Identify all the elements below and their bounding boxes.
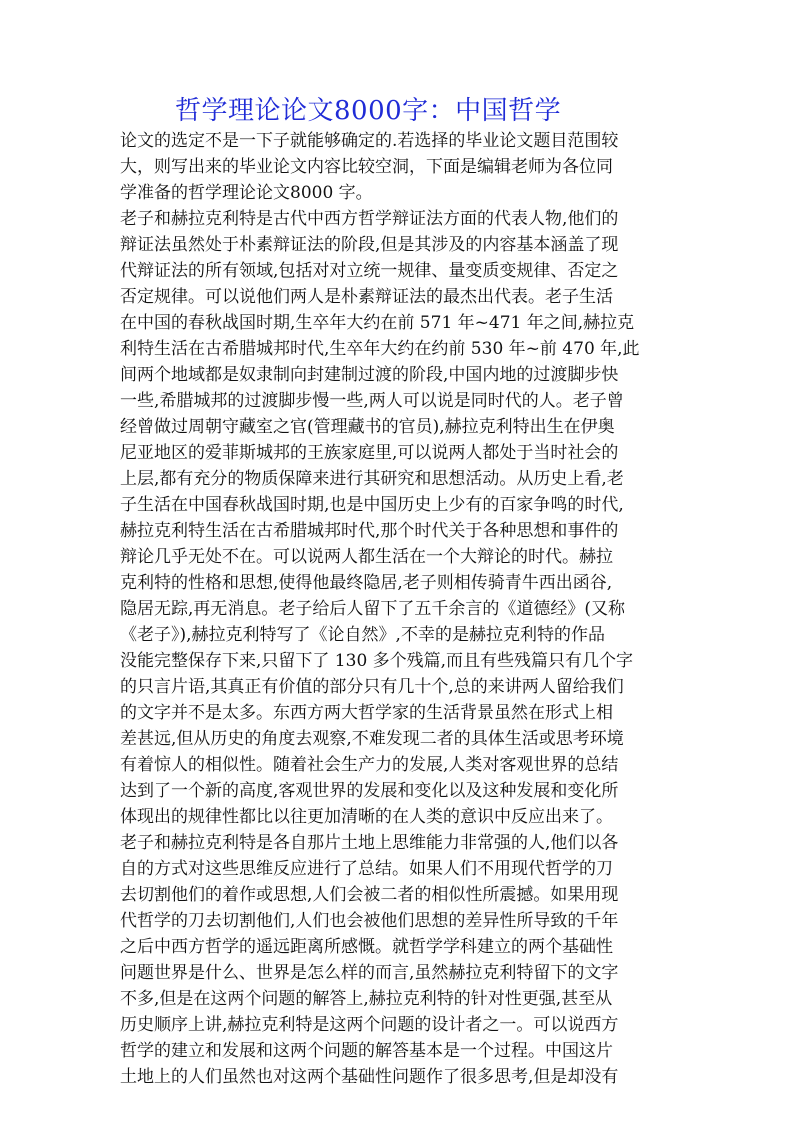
body-line: 历史顺序上讲,赫拉克利特是这两个问题的设计者之一。可以说西方 [120, 1015, 619, 1035]
body-line: 子生活在中国春秋战国时期,也是中国历史上少有的百家争鸣的时代, [120, 495, 624, 515]
body-line: 老子和赫拉克利特是各自那片土地上思维能力非常强的人,他们以各 [120, 833, 619, 853]
document-body [120, 128, 680, 1090]
body-line: 经曾做过周朝守藏室之官(管理藏书的官员),赫拉克利特出生在伊奥 [120, 417, 615, 437]
body-line: 老子和赫拉克利特是古代中西方哲学辩证法方面的代表人物,他们的 [120, 209, 619, 229]
body-line: 自的方式对这些思维反应进行了总结。如果人们不用现代哲学的刀 [120, 859, 613, 879]
body-line: 不多,但是在这两个问题的解答上,赫拉克利特的针对性更强,甚至从 [120, 989, 613, 1009]
body-line: 有着惊人的相似性。随着社会生产力的发展,人类对客观世界的总结 [120, 755, 619, 775]
body-line: 隐居无踪,再无消息。老子给后人留下了五千余言的《道德经》(又称 [120, 599, 626, 619]
body-line: 体现出的规律性都比以往更加清晰的在人类的意识中反应出来了。 [120, 807, 613, 827]
body-line: 上层,都有充分的物质保障来进行其研究和思想活动。从历史上看,老 [120, 469, 624, 489]
body-line: 克利特的性格和思想,使得他最终隐居,老子则相传骑青牛西出函谷, [120, 573, 613, 593]
body-line: 去切割他们的着作或思想,人们会被二者的相似性所震撼。如果用现 [120, 885, 619, 905]
body-line: 赫拉克利特生活在古希腊城邦时代,那个时代关于各种思想和事件的 [120, 521, 619, 541]
body-line: 之后中西方哲学的遥远距离所感慨。就哲学学科建立的两个基础性 [120, 937, 613, 957]
body-line: 尼亚地区的爱菲斯城邦的王族家庭里,可以说两人都处于当时社会的 [120, 443, 619, 463]
body-line: 利特生活在古希腊城邦时代,生卒年大约在约前 530 年~前 470 年,此 [120, 339, 640, 359]
body-line: 大，则写出来的毕业论文内容比较空洞，下面是编辑老师为各位同 [120, 157, 613, 177]
body-line: 《老子》),赫拉克利特写了《论自然》,不幸的是赫拉克利特的作品 [120, 625, 605, 645]
body-line: 一些,希腊城邦的过渡脚步慢一些,两人可以说是同时代的人。老子曾 [120, 391, 624, 411]
body-line: 问题世界是什么、世界是怎么样的而言,虽然赫拉克利特留下的文字 [120, 963, 619, 983]
body-line: 达到了一个新的高度,客观世界的发展和变化以及这种发展和变化所 [120, 781, 619, 801]
body-line: 土地上的人们虽然也对这两个基础性问题作了很多思考,但是却没有 [120, 1067, 619, 1087]
body-line: 论文的选定不是一下子就能够确定的.若选择的毕业论文题目范围较 [120, 131, 619, 151]
body-line: 差甚远,但从历史的角度去观察,不难发现二者的具体生活或思考环境 [120, 729, 624, 749]
body-line: 代辩证法的所有领域,包括对对立统一规律、量变质变规律、否定之 [120, 261, 619, 281]
body-line: 间两个地域都是奴隶制向封建制过渡的阶段,中国内地的过渡脚步快 [120, 365, 619, 385]
body-line: 学准备的哲学理论论文8000 字。 [120, 183, 373, 203]
body-line: 的只言片语,其真正有价值的部分只有几十个,总的来讲两人留给我们 [120, 677, 624, 697]
body-line: 哲学的建立和发展和这两个问题的解答基本是一个过程。中国这片 [120, 1041, 613, 1061]
body-line: 没能完整保存下来,只留下了 130 多个残篇,而且有些残篇只有几个字 [120, 651, 634, 671]
body-line: 辩证法虽然处于朴素辩证法的阶段,但是其涉及的内容基本涵盖了现 [120, 235, 619, 255]
body-line: 辩论几乎无处不在。可以说两人都生活在一个大辩论的时代。赫拉 [120, 547, 613, 567]
body-line: 在中国的春秋战国时期,生卒年大约在前 571 年~471 年之间,赫拉克 [120, 313, 635, 333]
body-line: 的文字并不是太多。东西方两大哲学家的生活背景虽然在形式上相 [120, 703, 613, 723]
document-title: 哲学理论论文8000字：中国哲学 [175, 96, 562, 126]
body-line: 代哲学的刀去切割他们,人们也会被他们思想的差异性所导致的千年 [120, 911, 619, 931]
body-line: 否定规律。可以说他们两人是朴素辩证法的最杰出代表。老子生活 [120, 287, 613, 307]
